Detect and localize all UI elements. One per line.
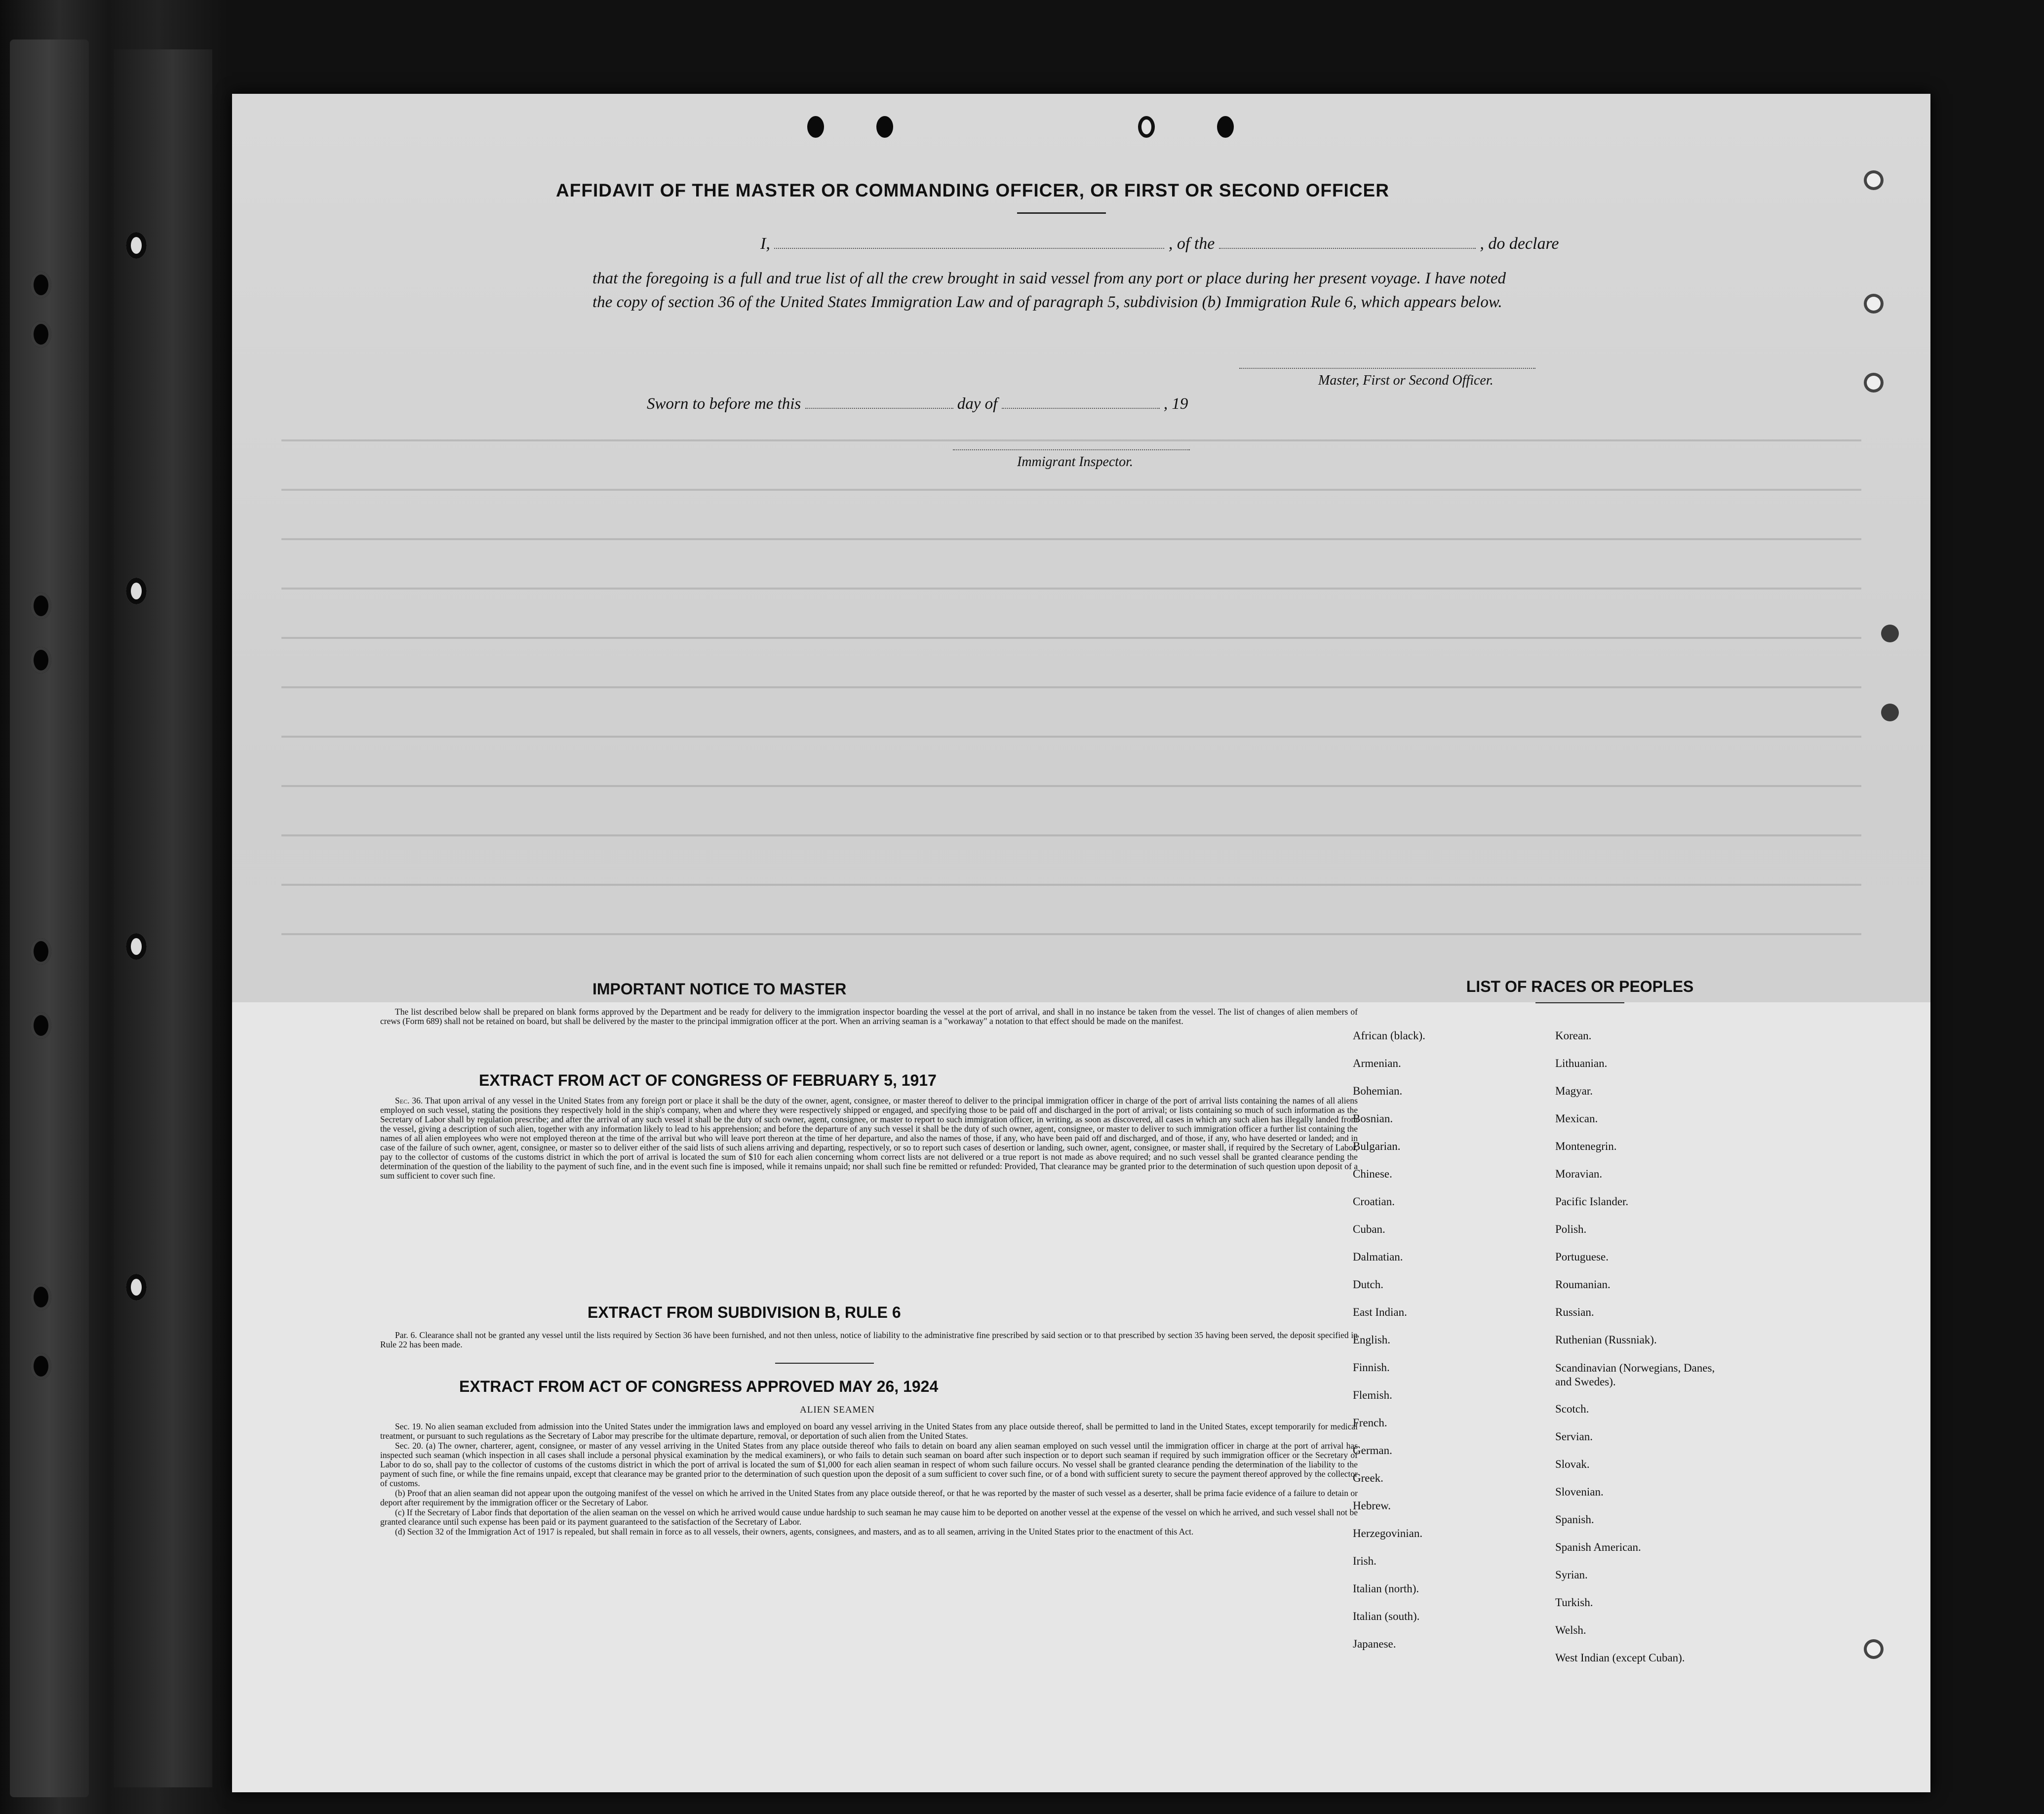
race-item: Spanish. bbox=[1555, 1513, 1594, 1526]
inspector-label: Immigrant Inspector. bbox=[1017, 454, 1133, 470]
binder-hole bbox=[31, 321, 51, 348]
extract-1924-title: EXTRACT FROM ACT OF CONGRESS APPROVED MAY 26, 1924 bbox=[459, 1378, 939, 1395]
do-declare-label: , do declare bbox=[1480, 235, 1559, 253]
ghost-row bbox=[281, 489, 1861, 491]
binder-hole bbox=[31, 1284, 51, 1310]
sworn-line bbox=[647, 395, 1188, 413]
alien-seamen-subtitle: ALIEN SEAMEN bbox=[800, 1405, 875, 1415]
punch-hole bbox=[1217, 116, 1234, 138]
extract-rule6-title: EXTRACT FROM SUBDIVISION B, RULE 6 bbox=[588, 1303, 901, 1321]
race-item: Roumanian. bbox=[1555, 1278, 1611, 1291]
race-item: Montenegrin. bbox=[1555, 1140, 1617, 1152]
ghost-row bbox=[281, 637, 1861, 639]
ghost-row bbox=[281, 785, 1861, 787]
race-item: Greek. bbox=[1353, 1472, 1383, 1484]
binder-hole bbox=[31, 938, 51, 965]
section-36-paragraph bbox=[380, 1096, 1358, 1181]
race-item: Bosnian. bbox=[1353, 1112, 1393, 1125]
ghost-row bbox=[281, 686, 1861, 688]
title-rule bbox=[1017, 212, 1106, 214]
notice-paragraph: The list described below shall be prepared on blank forms approved by the Department and be ready for delivery to the immigration inspector boarding the vessel at the port of arrival, and shall in no instance be taken from the vessel. The list of changes of alien members of crews (Form 689) shall not be retained on board, but shall be delivered by the master to the principal immigration officer at the port. When an arriving seaman is a "workaway" a notation to that effect should be made on the manifest. bbox=[380, 1007, 1358, 1026]
affidavit-text: that the foregoing is a full and true list of all the crew brought in said vessel from any port or place during her present voyage. I have noted the copy of section 36 of the United States Immigration Law and of paragraph 5, subdivision (b) Immigration Rule 6, which appears below. bbox=[592, 270, 1506, 311]
notice-title: IMPORTANT NOTICE TO MASTER bbox=[592, 980, 847, 998]
extract-1917-text bbox=[380, 1096, 1358, 1181]
ghost-row bbox=[281, 933, 1861, 935]
race-item: Irish. bbox=[1353, 1555, 1376, 1567]
punch-hole bbox=[1138, 116, 1155, 138]
race-item: German. bbox=[1353, 1444, 1392, 1457]
race-item: African (black). bbox=[1353, 1029, 1425, 1042]
signature-label: Master, First or Second Officer. bbox=[1318, 373, 1494, 388]
race-item: Cuban. bbox=[1353, 1223, 1385, 1235]
race-item: Ruthenian (Russniak). bbox=[1555, 1334, 1657, 1346]
ink-spot bbox=[1881, 704, 1899, 721]
of-the-label: , of the bbox=[1168, 235, 1215, 253]
name-blank[interactable] bbox=[774, 248, 1164, 249]
race-item: Servian. bbox=[1555, 1430, 1593, 1443]
race-item: Welsh. bbox=[1555, 1624, 1586, 1636]
race-item: Pacific Islander. bbox=[1555, 1195, 1629, 1208]
race-item: West Indian (except Cuban). bbox=[1555, 1652, 1685, 1664]
race-item: Slovak. bbox=[1555, 1458, 1590, 1470]
ghost-row bbox=[281, 538, 1861, 540]
sec20d-paragraph: (d) Section 32 of the Immigration Act of 1917 is repealed, but shall remain in force as to all vessels, their owners, agents, consignees, and masters, and as to all seamen, arriving in the United States prior to the enactment of this Act. bbox=[395, 1527, 1194, 1537]
binder-ring bbox=[126, 933, 147, 960]
binder-ring bbox=[126, 232, 147, 259]
i-label: I, bbox=[760, 235, 770, 253]
year-prefix: , 19 bbox=[1163, 395, 1188, 413]
punch-hole bbox=[1864, 170, 1884, 190]
ghost-row bbox=[281, 834, 1861, 836]
race-item: French. bbox=[1353, 1417, 1387, 1429]
punch-hole bbox=[1864, 294, 1884, 314]
ghost-row bbox=[281, 736, 1861, 738]
race-item: Scotch. bbox=[1555, 1403, 1589, 1415]
binder-hole bbox=[31, 592, 51, 619]
race-item: Chinese. bbox=[1353, 1168, 1392, 1180]
binder-ring bbox=[126, 578, 147, 604]
races-title: LIST OF RACES OR PEOPLES bbox=[1466, 978, 1694, 995]
race-item: Syrian. bbox=[1555, 1569, 1588, 1581]
race-item: Moravian. bbox=[1555, 1168, 1603, 1180]
vessel-blank[interactable] bbox=[1219, 248, 1476, 249]
race-item: Armenian. bbox=[1353, 1057, 1401, 1069]
signature-blank[interactable] bbox=[1239, 368, 1535, 369]
extract-1924-text bbox=[380, 1422, 1358, 1537]
binder-hole bbox=[31, 1012, 51, 1039]
race-item: Russian. bbox=[1555, 1306, 1594, 1318]
ink-spot bbox=[1881, 625, 1899, 642]
binder-edge bbox=[114, 49, 212, 1787]
race-item: East Indian. bbox=[1353, 1306, 1407, 1318]
sworn-day-blank[interactable] bbox=[805, 408, 953, 409]
sworn-label: Sworn to before me this bbox=[647, 395, 801, 413]
race-item: Magyar. bbox=[1555, 1085, 1593, 1097]
binder-ring bbox=[126, 1274, 147, 1301]
race-item: Hebrew. bbox=[1353, 1499, 1391, 1512]
ghost-row bbox=[281, 588, 1861, 590]
race-item: Dutch. bbox=[1353, 1278, 1383, 1291]
affidavit-title: AFFIDAVIT OF THE MASTER OR COMMANDING OFFICER, OR FIRST OR SECOND OFFICER bbox=[556, 180, 1389, 200]
race-item: Bohemian. bbox=[1353, 1085, 1403, 1097]
punch-hole bbox=[1864, 1639, 1884, 1659]
race-item: Turkish. bbox=[1555, 1596, 1593, 1609]
race-item: Herzegovinian. bbox=[1353, 1527, 1423, 1539]
binder-hole bbox=[31, 1353, 51, 1380]
day-of-label: day of bbox=[957, 395, 998, 413]
race-item: Korean. bbox=[1555, 1029, 1592, 1042]
race-item: Spanish American. bbox=[1555, 1541, 1641, 1553]
binder-hole bbox=[31, 272, 51, 298]
race-item: Flemish. bbox=[1353, 1389, 1392, 1401]
manifest-page bbox=[232, 94, 1930, 1792]
sworn-month-blank[interactable] bbox=[1002, 408, 1160, 409]
race-item: Italian (north). bbox=[1353, 1582, 1419, 1595]
affidavit-declaration-line bbox=[760, 235, 1559, 253]
notice-text bbox=[380, 1007, 1358, 1026]
inspector-signature-blank[interactable] bbox=[953, 449, 1190, 450]
section-36-label: Sec. 36. bbox=[395, 1096, 423, 1105]
binder-hole bbox=[31, 647, 51, 673]
extract-rule6-text bbox=[380, 1331, 1358, 1350]
punch-hole bbox=[807, 116, 824, 138]
races-title-rule bbox=[1535, 1002, 1624, 1003]
race-item: Italian (south). bbox=[1353, 1610, 1420, 1622]
race-item: Croatian. bbox=[1353, 1195, 1395, 1208]
race-item: Slovenian. bbox=[1555, 1486, 1604, 1498]
race-item: Bulgarian. bbox=[1353, 1140, 1401, 1152]
race-item: Japanese. bbox=[1353, 1638, 1396, 1650]
race-item: Polish. bbox=[1555, 1223, 1587, 1235]
punch-hole bbox=[876, 116, 893, 138]
ghost-row bbox=[281, 439, 1861, 441]
race-item: Finnish. bbox=[1353, 1361, 1390, 1374]
section-divider bbox=[775, 1363, 874, 1364]
race-item: English. bbox=[1353, 1334, 1391, 1346]
extract-1917-title: EXTRACT FROM ACT OF CONGRESS OF FEBRUARY 5, 1917 bbox=[479, 1071, 937, 1089]
sec20c-paragraph: (c) If the Secretary of Labor finds that deportation of the alien seaman on the vessel on which he arrived would cause undue hardship to such seaman he may cause him to be deported on another vessel at the expense of the vessel on which he arrived, and such vessel shall not be granted clearance until such expense has been paid or its payment guaranteed to the satisfaction of the Secretary of Labor. bbox=[380, 1507, 1358, 1527]
sec20b-paragraph: (b) Proof that an alien seaman did not appear upon the outgoing manifest of the vessel on which he arrived in the United States from any place outside thereof, or that he was reported by the master of such vessel as a deserter, shall be prima facie evidence of a failure to detain or deport after requirement by the immigration officer or the Secretary of Labor. bbox=[380, 1488, 1358, 1507]
race-item: Portuguese. bbox=[1555, 1251, 1609, 1263]
race-item: Scandinavian (Norwegians, Danes, and Swedes). bbox=[1555, 1362, 1715, 1388]
sec19-paragraph: Sec. 19. No alien seaman excluded from admission into the United States under the immigration laws and employed on board any vessel arriving in the United States from any place outside thereof, shall be permitted to land in the United States, except temporarily for medical treatment, or pursuant to such regulations as the Secretary of Labor may prescribe for the ultimate departure, removal, or deportation of such alien from the United States. bbox=[380, 1421, 1358, 1441]
sec20a-paragraph: Sec. 20. (a) The owner, charterer, agent, consignee, or master of any vessel arriving in the United States from any place outside thereof who fails to detain on board any alien seaman employed on such vessel until the immigration officer in charge at the port of arrival has inspected such seaman (which inspection in all cases shall include a personal physical examination by the medical examiners), or who fails to detain such seaman on board after such inspection or to deport such seaman if required by such immigration officer or the Secretary of Labor to do so, shall pay to the collector of customs of the customs district in which the port of arrival is located the sum of $1,000 for each alien seaman in respect of whom such failure occurs. No vessel shall be granted clearance pending the determination of the liability to the payment of such fine, or while the fine remains unpaid, except that clearance may be granted prior to the determination of such question upon the deposit of a sum sufficient to cover such fine, or of a bond with sufficient surety to secure the payment thereof approved by the collector of customs. bbox=[380, 1441, 1358, 1488]
ghost-row bbox=[281, 884, 1861, 886]
race-item: Dalmatian. bbox=[1353, 1251, 1403, 1263]
binder-strip bbox=[10, 39, 89, 1797]
race-item: Lithuanian. bbox=[1555, 1057, 1608, 1069]
rule6-paragraph: Par. 6. Clearance shall not be granted any vessel until the lists required by Section 36 have been furnished, and not then unless, notice of liability to the administrative fine prescribed by said section or to that prescribed by section 35 having been served, the deposit specified in Rule 22 has been made. bbox=[380, 1330, 1358, 1349]
punch-hole bbox=[1864, 373, 1884, 393]
race-item: Mexican. bbox=[1555, 1112, 1598, 1125]
section-36-text: That upon arrival of any vessel in the United States from any foreign port or place it shall be the duty of the owner, agent, consignee, or master thereof to deliver to the principal immigration officer in charge of the port of arrival lists containing the names of all aliens employed on such vessel, stating the positions they respectively hold in the ship's company, when and where they were respectively shipped or engaged, and specifying those to be paid off and discharged in the port of arrival; or lists containing so much of such information as the Secretary of Labor shall by regulation prescribe; and after the arrival of any such vessel it shall be the duty of such owner, agent, consignee, or master to report to such immigration officer, in writing, as soon as discovered, all cases in which any such alien has illegally landed from the vessel, giving a description of such alien, together with any information likely to lead to his apprehension; and before the departure of any such vessel it shall be the duty of such owner, agent, consignee, or master to deliver to such immigration officer a further list containing the names of all alien employees who were not employed thereon at the time of the arrival but who will leave port thereon at the time of her departure, and also the names of those, if any, who have been paid off and discharged, and of those, if any, who have deserted or landed; and in case of the failure of such owner, agent, consignee, or master so to deliver either of the said lists of such aliens arriving and departing, respectively, or so to report such cases of desertion or landing, such owner, agent, consignee, or master shall, if required by the Secretary of Labor, pay to the collector of customs of the customs district in which the port of arrival is located the sum of $10 for each alien concerning whom correct lists are not delivered or a true report is not made as above required; and no such vessel shall be granted clearance pending the determination of the question of the liability to the payment of such fine, and in the event such fine is imposed, while it remains unpaid; nor shall such fine be remitted or refunded: Provided, That clearance may be granted prior to the determination of such question upon deposit of a sum sufficient to cover such fine. bbox=[380, 1096, 1358, 1181]
